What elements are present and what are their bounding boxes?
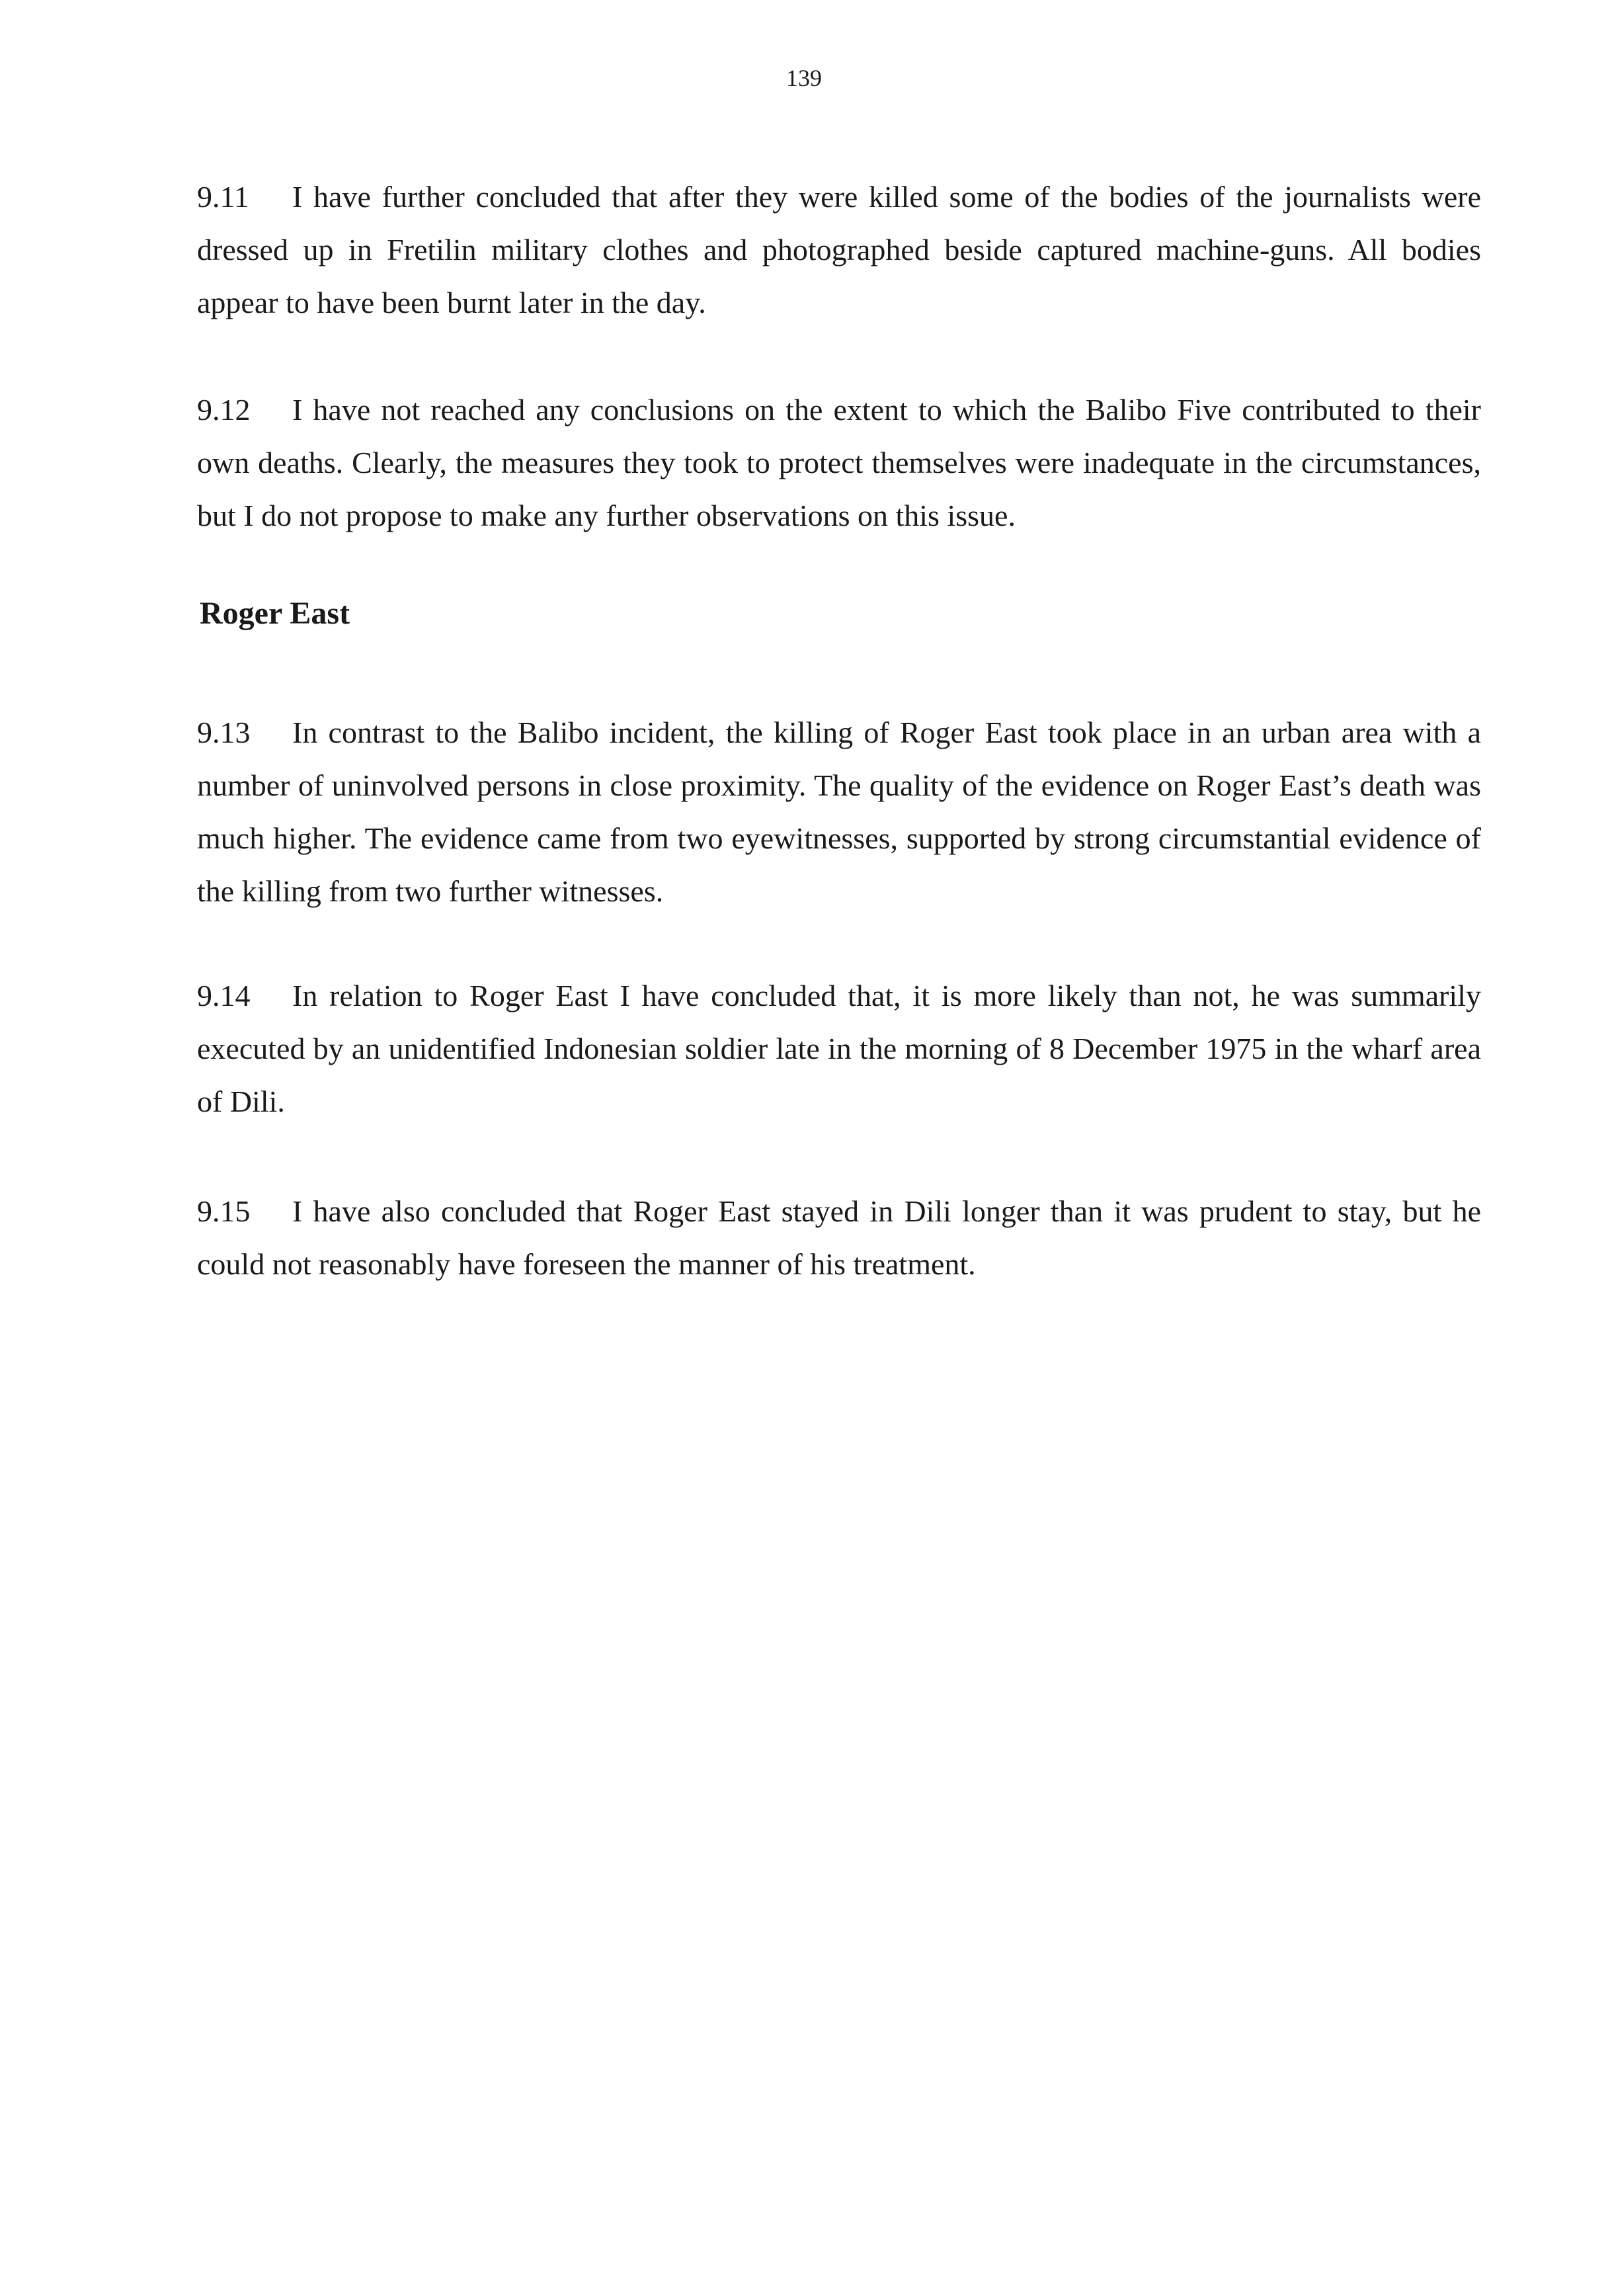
- paragraph-9-11: [197, 171, 1481, 329]
- paragraph-number: 9.15: [197, 1194, 251, 1228]
- page-number: 139: [786, 65, 822, 91]
- paragraph-9-14: [197, 969, 1481, 1128]
- paragraph-9-12: [197, 384, 1481, 542]
- paragraph-number: 9.11: [197, 180, 249, 214]
- paragraph-number: 9.13: [197, 716, 251, 749]
- paragraph-number: 9.14: [197, 979, 251, 1012]
- paragraph-text: I have not reached any conclusions on the extent to which the Balibo Five contributed to their own deaths. Clearly, the measures they took to protect themselves were inadequate in the circumstances, but I do not propose to make any further observations on this issue.: [197, 393, 1481, 532]
- section-heading: Roger East: [200, 596, 350, 631]
- paragraph-text: I have also concluded that Roger East stayed in Dili longer than it was prudent to stay, but he could not reasonably have foreseen the manner of his treatment.: [197, 1194, 1481, 1281]
- paragraph-9-13: [197, 706, 1481, 918]
- paragraph-9-15: [197, 1185, 1481, 1291]
- paragraph-text: In relation to Roger East I have concluded that, it is more likely than not, he was summarily executed by an unidentified Indonesian soldier late in the morning of 8 December 1975 in the wharf area of Dili.: [197, 979, 1481, 1118]
- paragraph-number: 9.12: [197, 393, 251, 427]
- paragraph-text: In contrast to the Balibo incident, the killing of Roger East took place in an urban area with a number of uninvolved persons in close proximity. The quality of the evidence on Roger East’s death was much higher. The evidence came from two eyewitnesses, supported by strong circumstantial evidence of the killing from two further witnesses.: [197, 716, 1481, 908]
- paragraph-text: I have further concluded that after they were killed some of the bodies of the journalists were dressed up in Fretilin military clothes and photographed beside captured machine-guns. All bodies appear to have been burnt later in the day.: [197, 180, 1481, 319]
